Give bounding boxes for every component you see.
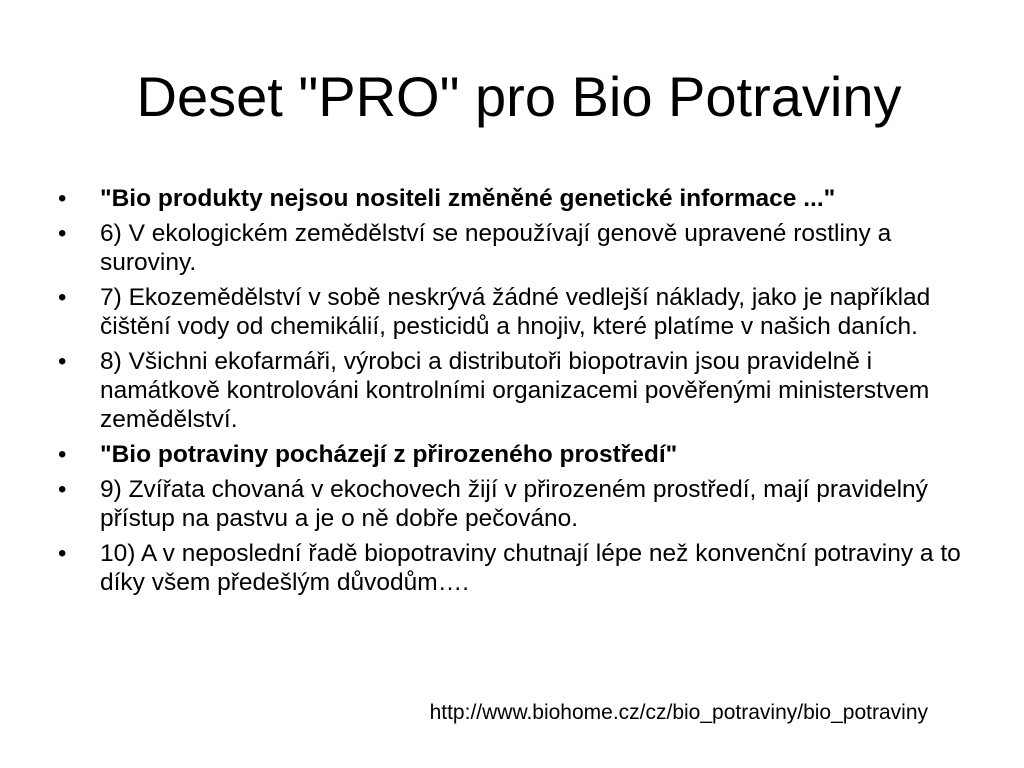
bullet-item (58, 539, 978, 597)
bullet-item (58, 440, 978, 469)
bullet-text: "Bio produkty nejsou nositeli změněné genetické informace ..." (100, 185, 836, 212)
slide-title: Deset "PRO" pro Bio Potraviny (136, 65, 902, 128)
bullet-text: 7) Ekozemědělství v sobě neskrývá žádné vedlejší náklady, jako je například čištění vody od chemikálií, pesticidů a hnojiv, které platíme v našich daních. (100, 284, 931, 340)
bullet-dot-icon: • (58, 348, 67, 375)
bullet-text: 8) Všichni ekofarmáři, výrobci a distributoři biopotravin jsou pravidelně i namátkově kontrolováni kontrolními organizacemi pověřenými ministerstvem zemědělství. (100, 348, 930, 433)
bullet-item (58, 219, 978, 277)
bullet-dot-icon: • (58, 284, 67, 311)
bullet-item (58, 475, 978, 533)
bullet-item (58, 347, 978, 434)
bullet-text: 6) V ekologickém zemědělství se nepoužívají genově upravené rostliny a suroviny. (100, 220, 892, 276)
bullet-dot-icon: • (58, 540, 67, 567)
bullet-text: "Bio potraviny pocházejí z přirozeného prostředí" (100, 441, 678, 468)
bullet-dot-icon: • (58, 441, 67, 468)
bullet-text: 9) Zvířata chovaná v ekochovech žijí v přirozeném prostředí, mají pravidelný přístup na pastvu a je o ně dobře pečováno. (100, 476, 928, 532)
bullet-item (58, 184, 978, 213)
source-url: http://www.biohome.cz/cz/bio_potraviny/bio_potraviny (429, 701, 928, 724)
bullet-text: 10) A v neposlední řadě biopotraviny chutnají lépe než konvenční potraviny a to díky všem předešlým důvodům…. (100, 540, 961, 596)
bullet-dot-icon: • (58, 476, 67, 503)
bullet-dot-icon: • (58, 185, 67, 212)
bullet-item (58, 283, 978, 341)
bullet-list (58, 184, 978, 603)
bullet-dot-icon: • (58, 220, 67, 247)
